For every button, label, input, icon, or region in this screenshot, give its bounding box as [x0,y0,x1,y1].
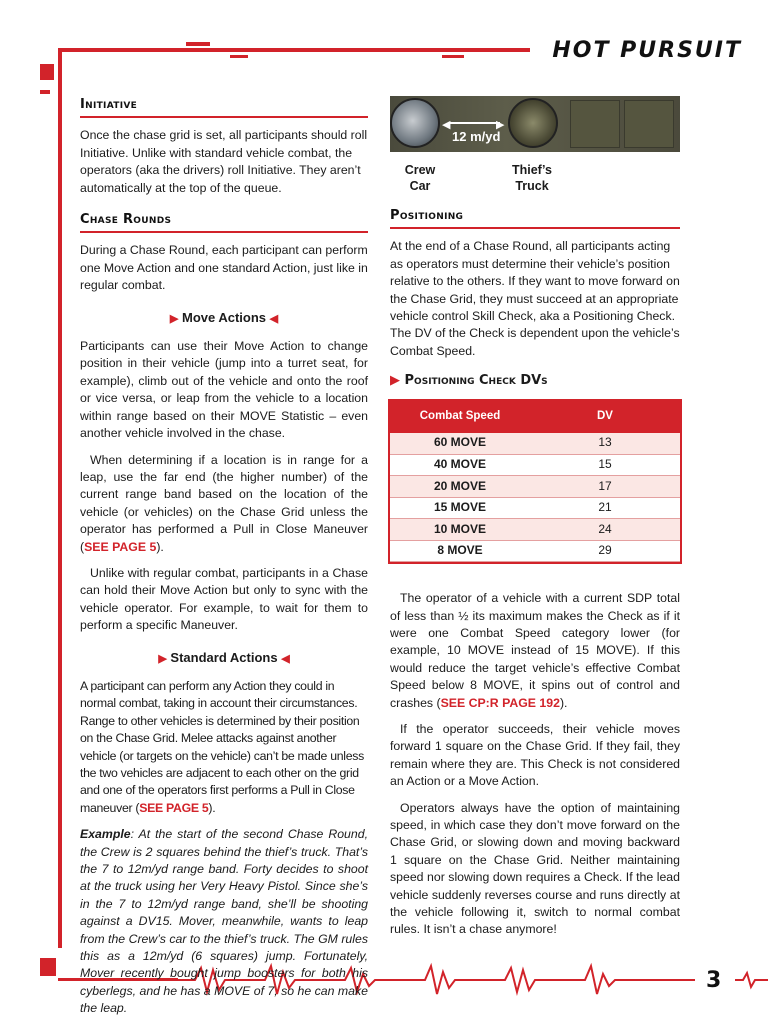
sdp-text: The operator of a vehicle with a current SDP total of less than ½ its maximum makes the Check as if it were one Combat Speed category lower (for example, 10 MOVE instead of 15 MOVE). If this would reduce the target vehicle’s effective Combat Speed below 8 MOVE, it spins out of control and crashes ( [390,591,680,710]
move-actions-paragraph-3: Unlike with regular combat, participants in a Chase can hold their Move Action but only to sync with the vehicle operator. For example, to wait for them to perform a specific Maneuver. [80,565,368,633]
page-reference-link[interactable]: SEE PAGE 5 [139,800,209,815]
chase-range-figure [390,96,680,191]
standard-actions-paragraph [80,678,368,817]
move-actions-p2-text: When determining if a location is in range for a leap, use the far end (the higher number) of the current range band based on the location of the vehicle (or vehicles) on the Chase Grid unless the operator has performed a Pull in Close Maneuver ( [80,452,368,554]
crew-car-token [390,98,440,148]
corner-mark [40,64,54,80]
move-actions-p2-end: ). [156,539,164,554]
standard-actions-label: Standard Actions [170,649,278,665]
left-margin-rule [58,48,62,948]
thief-truck-label: Thief’s Truck [511,163,553,193]
dv-table-frame [388,399,682,565]
table-title-text: Positioning Check DVs [404,373,548,389]
speed-cell: 20 MOVE [390,476,530,498]
dv-cell: 13 [530,433,680,455]
example-paragraph [80,826,368,1017]
dv-cell: 24 [530,519,680,541]
table-row [390,519,680,541]
thief-truck-token [508,98,558,148]
dv-cell: 29 [530,540,680,562]
example-text: : At the start of the second Chase Round, the Crew is 2 squares behind the thief’s truck. That’s the 7 to 12m/yd range band. Forty decides to shoot at the truck using her Very Heavy Pistol. Since she’s in the 7 to 12m/yd range band, she’ll be shooting against a DV15. Mover, meanwhile, wants to leap from the Crew’s car to the thief’s truck. The GM rules this as a 12m/yd (6 squares) jump. Fortunately, Mover recently bought jump boosters for both his cyberlegs, and he has a MOVE of 7, so he can make the leap. [80,827,368,1016]
sdp-paragraph [390,590,680,712]
header-rule [60,48,530,52]
chase-rounds-heading: Chase Rounds [80,211,368,233]
maintain-speed-paragraph: Operators always have the option of maintaining speed, in which case they don’t move forward on the Chase Grid, or slowing down and moving backward 1 square on the Chase Grid. Neither maintaining speed nor slowing down requires a Check. If the lead vehicle suddenly reverses course and runs directly at the vehicle following it, switch to normal combat rules. It isn’t a chase anymore! [390,800,680,937]
running-header-title: HOT PURSUIT [552,38,742,63]
move-actions-label: Move Actions [181,309,267,325]
distance-arrow [448,122,500,124]
table-row [390,454,680,476]
dv-cell: 21 [530,497,680,519]
sdp-end: ). [559,695,568,710]
table-row [390,476,680,498]
initiative-paragraph: Once the chase grid is set, all participants should roll Initiative. Unlike with standard vehicle combat, the operators (aka the drivers) roll Initiative. They aren’t automatically at the top of the queue. [80,128,368,195]
footer-zigzag-end [735,970,768,990]
move-actions-paragraph-1: Participants can use their Move Action to change position in their vehicle (jump into a turret seat, for example), climb out of the vehicle and onto the roof or vice versa, or leap from the vehicle to a location within range based on their MOVE Statistic – even another vehicle involved in the chase. [80,339,368,441]
standard-actions-text: A participant can perform any Action they could in normal combat, taking in account their circumstances. Range to other vehicles is determined by their position on the Chase Grid. Melee attacks against another vehicle (or targets on the vehicle) can’t be made unless the two vehicles are adjacent to each other on the grid and one of the operators first performs a Pull in Close maneuver ( [80,678,364,815]
chase-rounds-paragraph: During a Chase Round, each participant can perform one Move Action and one standard Action, just like in regular combat. [80,243,368,293]
footer-corner-mark [40,958,56,976]
table-row [390,433,680,455]
dv-cell: 17 [530,476,680,498]
page-number: 3 [706,968,722,993]
page-reference-link[interactable]: SEE PAGE 5 [84,539,157,554]
corner-mark [40,90,50,94]
table-header-row [390,401,680,433]
speed-cell: 10 MOVE [390,519,530,541]
arrow-right-icon: ▶ [496,119,505,131]
page-reference-link[interactable]: SEE CP:R PAGE 192 [440,695,560,710]
header-dash [442,55,464,58]
crew-car-label: Crew Car [404,163,436,193]
success-paragraph: If the operator succeeds, their vehicle moves forward 1 square on the Chase Grid. If they fail, they remain where they are. This Check is not considered an Action or a Move Action. [390,722,680,789]
combat-speed-column-header: Combat Speed [390,401,530,433]
positioning-heading: Positioning [390,207,680,229]
triangle-right-icon: ▶ [158,652,167,665]
arrow-left-icon: ◀ [442,119,451,131]
speed-cell: 40 MOVE [390,454,530,476]
distance-label: 12 m/yd [452,129,501,144]
example-label: Example [80,827,131,842]
header-dash [186,42,210,46]
triangle-right-icon: ▶ [169,312,179,325]
table-row [390,497,680,519]
dv-column-header: DV [530,401,680,433]
speed-cell: 60 MOVE [390,433,530,455]
speed-cell: 15 MOVE [390,497,530,519]
left-column [80,96,368,1024]
page-header [0,0,768,80]
move-actions-paragraph-2 [80,452,368,556]
initiative-heading: Initiative [80,96,368,118]
positioning-dv-table [390,401,680,563]
grid-square [624,100,674,148]
dv-cell: 15 [530,454,680,476]
triangle-left-icon: ◀ [269,312,279,325]
grid-square [570,100,620,148]
speed-cell: 8 MOVE [390,540,530,562]
triangle-left-icon: ◀ [281,652,290,665]
standard-actions-subheading [80,649,368,668]
standard-actions-end: ). [208,800,216,815]
triangle-right-icon: ▶ [390,373,400,389]
positioning-paragraph: At the end of a Chase Round, all participants acting as operators must determine their vehicle’s position relative to the others. If they want to move forward on the Chase Grid, they must succeed at an appropriate vehicle control Skill Check, aka a Positioning Check. The DV of the Check is dependent upon the vehicle’s Combat Speed. [390,239,680,358]
table-row [390,540,680,562]
move-actions-subheading [80,309,368,328]
right-column [390,96,680,948]
header-dash [230,55,248,58]
table-title [390,372,680,389]
